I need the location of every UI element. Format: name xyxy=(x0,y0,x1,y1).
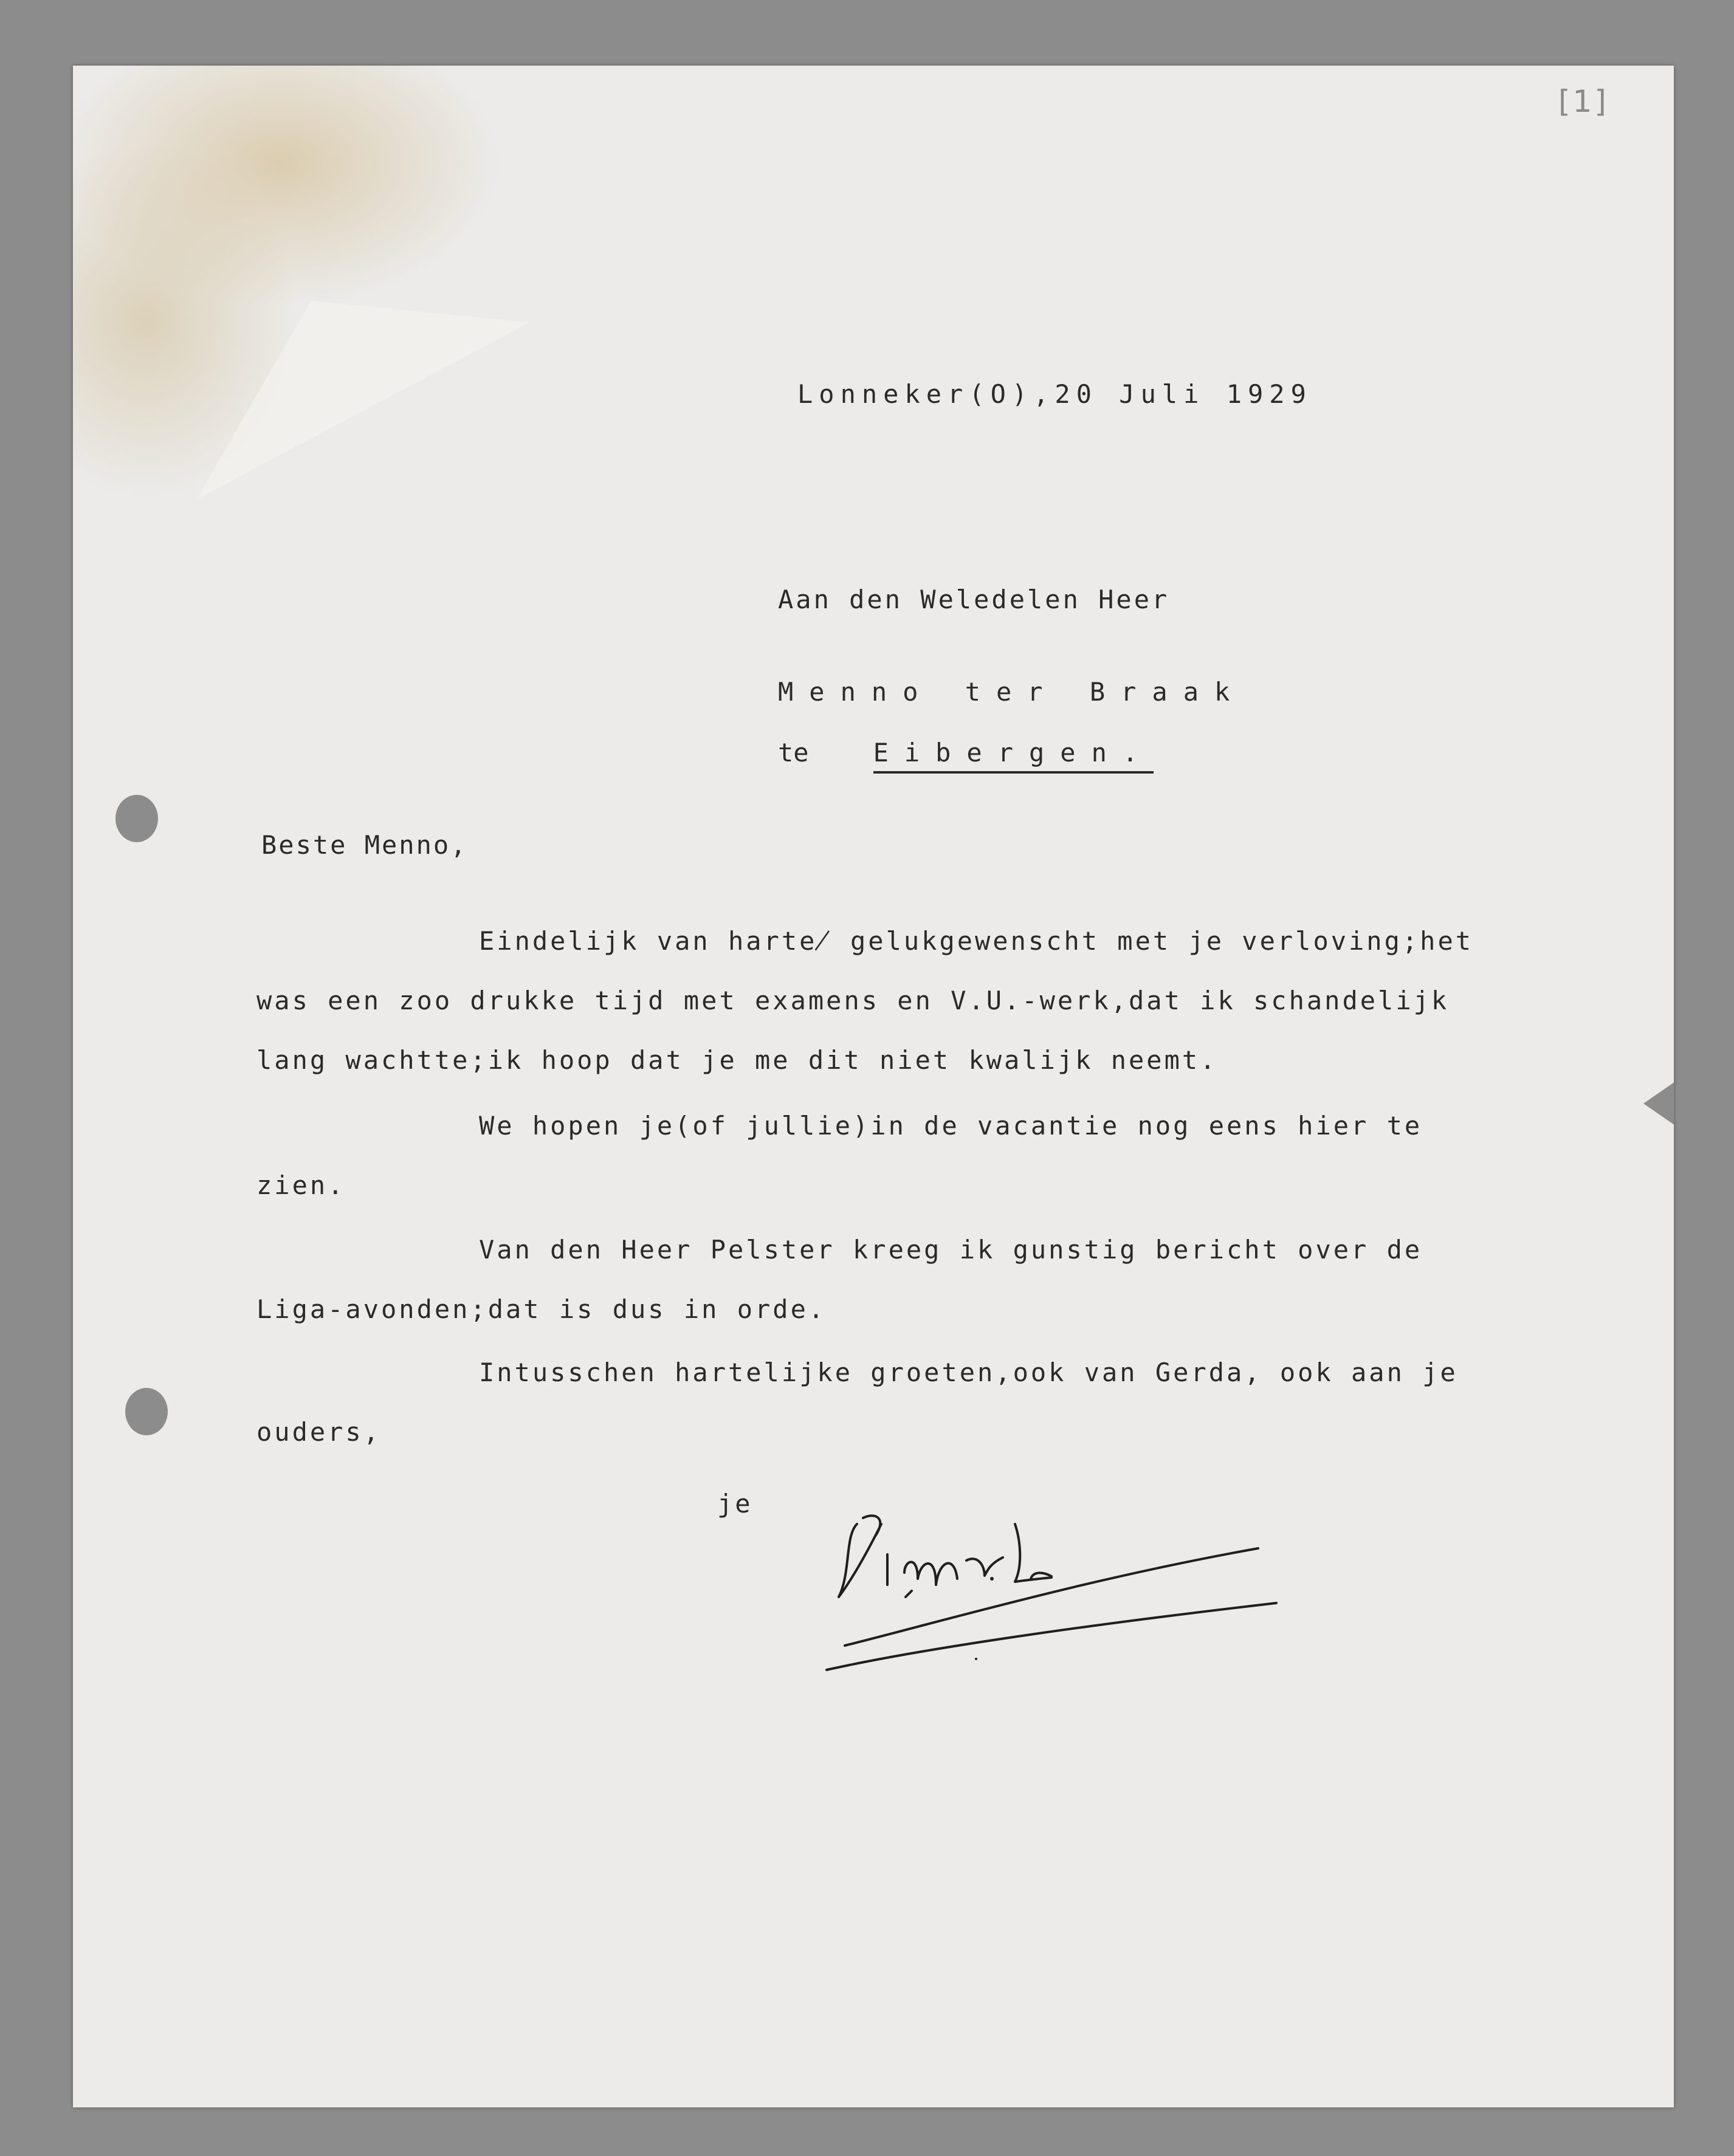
body-line-3: lang wachtte;ik hoop dat je me dit niet kwalijk neemt. xyxy=(256,1045,1218,1075)
letter-sheet xyxy=(73,66,1674,2107)
body-line-8: Intusschen hartelijke groeten,ook van Gerda, ook aan je xyxy=(479,1358,1458,1387)
place-date: Lonneker(O),20 Juli 1929 xyxy=(797,379,1312,409)
body-line-2: was een zoo drukke tijd met examens en V.U.-werk,dat ik schandelijk xyxy=(256,986,1450,1015)
punch-hole-bottom xyxy=(125,1388,168,1435)
punch-hole-top xyxy=(115,795,158,842)
addressee-place-line xyxy=(778,740,1154,766)
signature-underline xyxy=(814,1597,1288,1682)
addressee-name: Menno ter Braak xyxy=(778,677,1246,707)
addressee-place: Eibergen. xyxy=(873,738,1154,774)
address-line: Aan den Weledelen Heer xyxy=(778,585,1170,614)
body-line-6: Van den Heer Pelster kreeg ik gunstig bericht over de xyxy=(479,1235,1423,1265)
body-line-7: Liga-avonden;dat is dus in orde. xyxy=(256,1294,827,1324)
archive-number: [1] xyxy=(1558,84,1609,119)
body-line-1: Eindelijk van harte̸ gelukgewenscht met je verloving;het xyxy=(479,926,1474,956)
paper-tear-notch xyxy=(1643,1082,1674,1125)
body-line-5: zien. xyxy=(256,1170,346,1200)
paper-stain xyxy=(73,66,681,552)
addressee-place-prefix: te xyxy=(778,738,809,767)
closing: je xyxy=(717,1489,753,1519)
body-line-9: ouders, xyxy=(256,1417,382,1447)
salutation: Beste Menno, xyxy=(261,830,468,860)
body-line-4: We hopen je(of jullie)in de vacantie nog eens hier te xyxy=(479,1111,1423,1141)
paper-stain-highlight xyxy=(139,215,529,500)
